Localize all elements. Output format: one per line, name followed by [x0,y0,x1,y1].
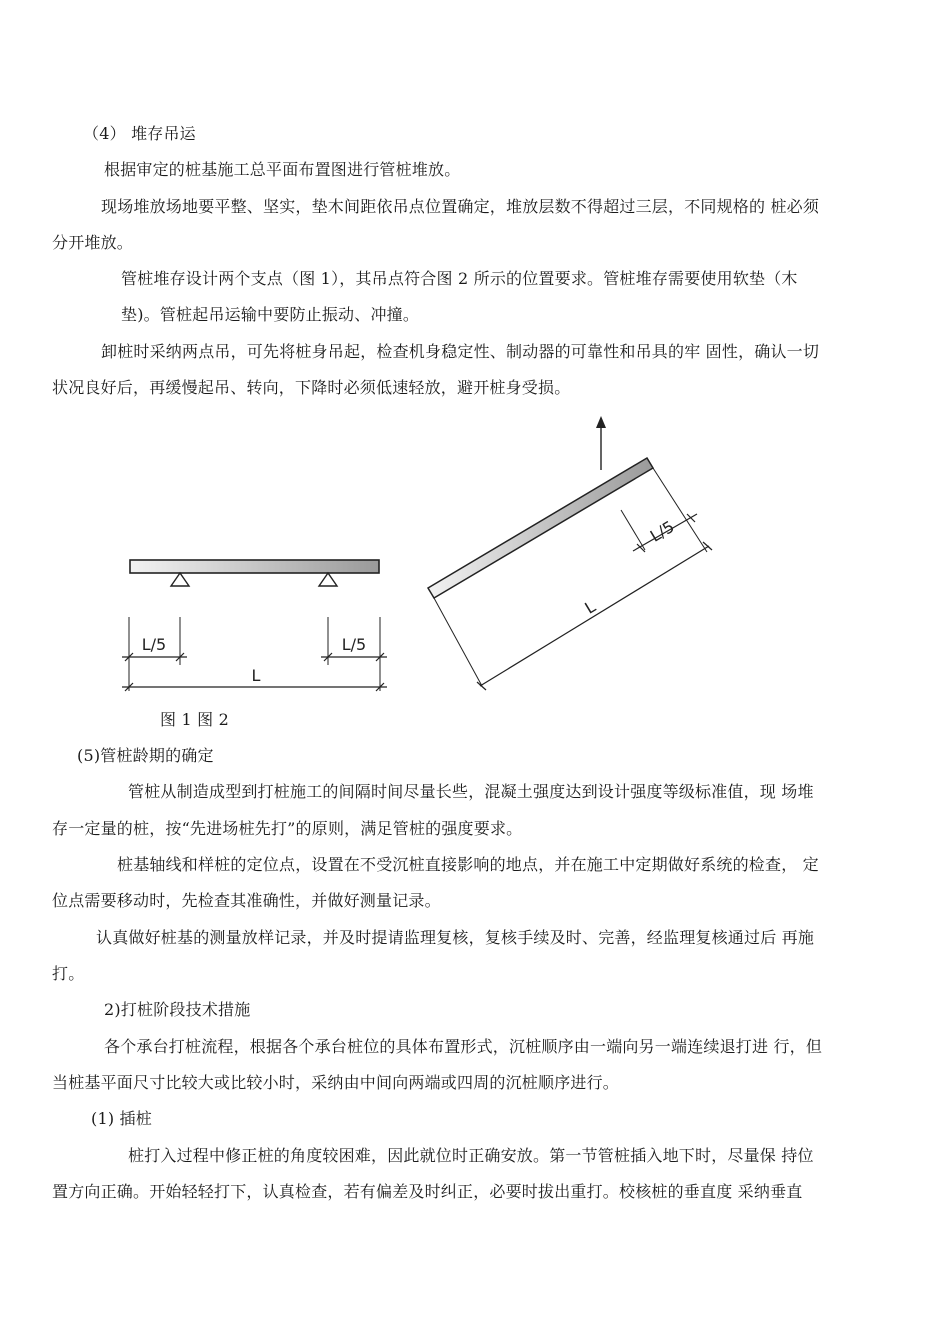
paragraph-line: 各个承台打桩流程，根据各个承台桩位的具体布置形式，沉桩顺序由一端向另一端连续退打进 行，但 [104,1037,823,1056]
paragraph-line: 垫)。管桩起吊运输中要防止振动、冲撞。 [121,305,420,324]
support-right [319,573,337,586]
paragraph-line: 认真做好桩基的测量放样记录，并及时提请监理复核，复核手续及时、完善，经监理复核通过后 再施 [96,928,815,947]
dim-total-label: L [251,666,261,685]
lift-arrow-head [596,416,606,428]
paragraph-line: 桩基轴线和样桩的定位点，设置在不受沉桩直接影响的地点，并在施工中定期做好系统的检查， 定 [117,855,819,874]
paragraph-line: 桩打入过程中修正桩的角度较困难，因此就位时正确安放。第一节管桩插入地下时，尽量保 持位 [128,1146,814,1165]
paragraph-line: 现场堆放场地要平整、坚实，垫木间距依吊点位置确定，堆放层数不得超过三层，不同规格的 桩必须 [101,197,820,216]
paragraph-line: 状况良好后，再缓慢起吊、转向，下降时必须低速轻放，避开桩身受损。 [52,378,571,397]
paragraph-line: 卸桩时采纳两点吊，可先将桩身吊起，检查机身稳定性、制动器的可靠性和吊具的牢 固性，确认一切 [101,342,820,361]
section-4-heading: （4） 堆存吊运 [83,124,196,143]
paragraph-line: 当桩基平面尺寸比较大或比较小时，采纳由中间向两端或四周的沉桩顺序进行。 [52,1073,620,1092]
dim-short-label: L/5 [646,516,678,546]
dim-long-label: L [581,596,599,618]
section-5-heading: (5)管桩龄期的确定 [77,746,214,765]
dim-left-label: L/5 [141,635,167,654]
paragraph-line: 管桩堆存设计两个支点（图 1），其吊点符合图 2 所示的位置要求。管桩堆存需要使用软垫（木 [121,269,798,288]
stage-2-heading: 2)打桩阶段技术措施 [104,1000,251,1019]
paragraph-line: 分开堆放。 [52,233,134,252]
paragraph-line: 打。 [52,964,85,983]
paragraph: 根据审定的桩基施工总平面布置图进行管桩堆放。 [104,160,461,179]
figure-2-lifting-point-diagram [415,410,725,700]
figure-caption: 图 1 图 2 [160,710,230,729]
pile-beam [130,560,379,573]
paragraph-line: 位点需要移动时，先检查其准确性，并做好测量记录。 [52,891,441,910]
paragraph-line: 管桩从制造成型到打桩施工的间隔时间尽量长些，混凝土强度达到设计强度等级标准值，现 场堆 [128,782,814,801]
figure-1-pile-storage-diagram [110,545,400,705]
pile-beam-inclined [428,458,653,598]
dim-right-label: L/5 [341,635,367,654]
paragraph-line: 存一定量的桩，按“先进场桩先打”的原则，满足管桩的强度要求。 [52,819,523,838]
paragraph-line: 置方向正确。开始轻轻打下，认真检查，若有偏差及时纠正，必要时拔出重打。校核桩的垂直度 采纳垂直 [52,1182,803,1201]
support-left [171,573,189,586]
insert-pile-heading: (1) 插桩 [91,1109,152,1128]
